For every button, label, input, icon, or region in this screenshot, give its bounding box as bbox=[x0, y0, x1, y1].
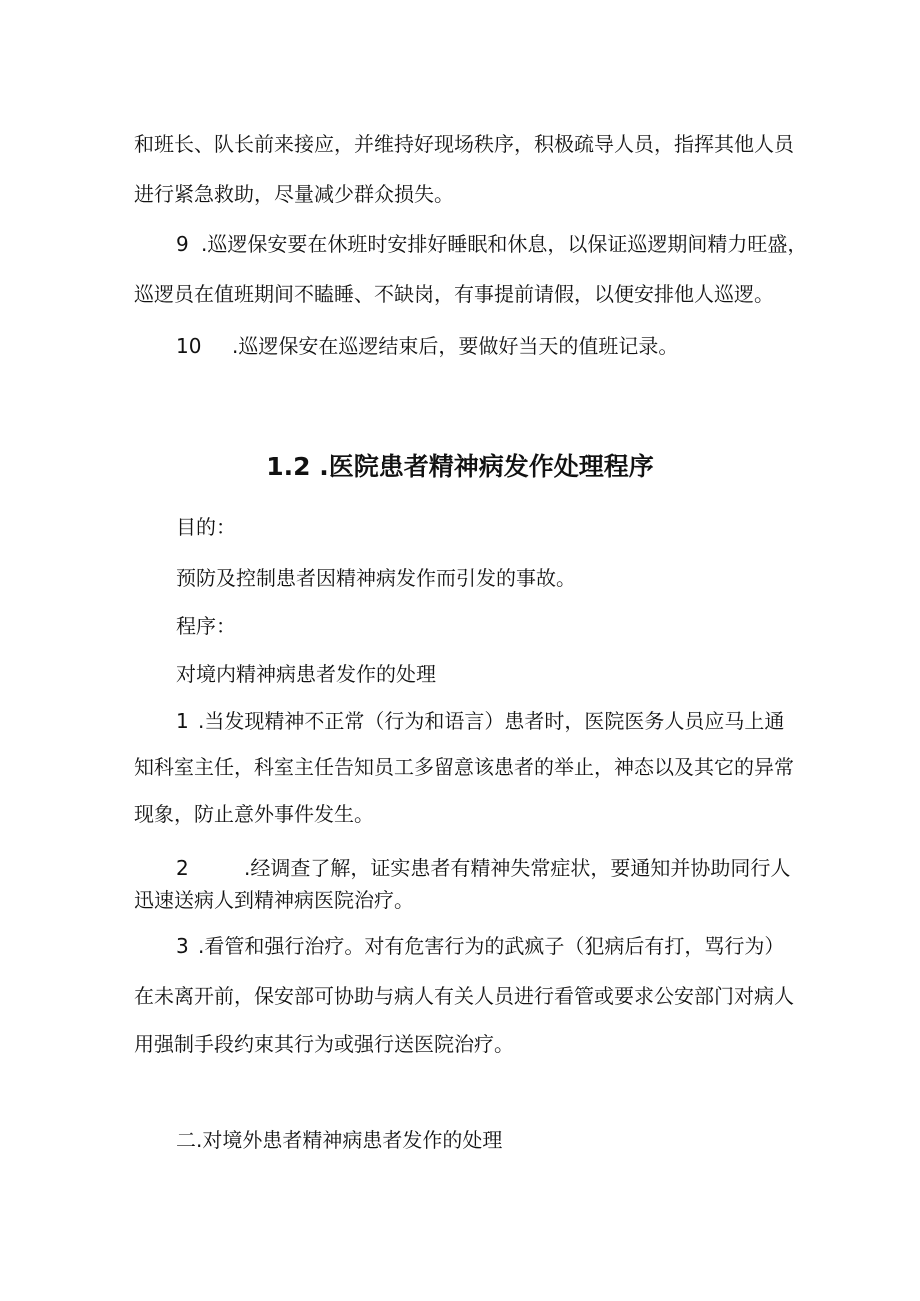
step-number: 2 bbox=[176, 856, 189, 880]
paragraph-line: 进行紧急救助，尽量减少群众损失。 bbox=[134, 182, 454, 206]
purpose-label: 目的： bbox=[176, 515, 236, 539]
section-title-text: .医院患者精神病发作处理程序 bbox=[319, 452, 654, 481]
procedure-label: 程序： bbox=[176, 614, 236, 638]
subheading-overseas: 二.对境外患者精神病患者发作的处理 bbox=[176, 1128, 503, 1152]
paragraph-line: 迅速送病人到精神病医院治疗。 bbox=[134, 888, 414, 912]
paragraph-line: 现象，防止意外事件发生。 bbox=[134, 802, 374, 826]
step-text: .经调查了解，证实患者有精神失常症状，要通知并协助同行人 bbox=[244, 856, 791, 880]
purpose-text: 预防及控制患者因精神病发作而引发的事故。 bbox=[176, 566, 576, 590]
step-text: .看管和强行治疗。对有危害行为的武疯子（犯病后有打，骂行为） bbox=[198, 934, 785, 958]
list-item-9 bbox=[176, 232, 807, 256]
step-number: 3 bbox=[176, 934, 189, 958]
paragraph-line: 巡逻员在值班期间不瞌睡、不缺岗，有事提前请假，以便安排他人巡逻。 bbox=[134, 282, 774, 306]
list-item-10 bbox=[176, 334, 678, 358]
paragraph-line: 在未离开前，保安部可协助与病人有关人员进行看管或要求公安部门对病人 bbox=[134, 984, 794, 1008]
subheading-domestic: 对境内精神病患者发作的处理 bbox=[176, 662, 436, 686]
section-title bbox=[0, 452, 920, 482]
section-number: 1.2 bbox=[266, 452, 311, 481]
list-number: 9 bbox=[176, 232, 189, 256]
paragraph-line: 用强制手段约束其行为或强行送医院治疗。 bbox=[134, 1032, 514, 1056]
step-2 bbox=[176, 856, 790, 880]
list-number: 10 bbox=[176, 334, 202, 358]
paragraph-line: 知科室主任，科室主任告知员工多留意该患者的举止，神态以及其它的异常 bbox=[134, 755, 794, 779]
step-number: 1 bbox=[176, 709, 189, 733]
step-1 bbox=[176, 709, 784, 733]
list-text: .巡逻保安要在休班时安排好睡眠和休息，以保证巡逻期间精力旺盛， bbox=[201, 232, 808, 256]
list-text: .巡逻保安在巡逻结束后，要做好当天的值班记录。 bbox=[232, 334, 679, 358]
paragraph-line: 和班长、队长前来接应，并维持好现场秩序，积极疏导人员，指挥其他人员 bbox=[134, 132, 794, 156]
step-3 bbox=[176, 934, 784, 958]
step-text: .当发现精神不正常（行为和语言）患者时，医院医务人员应马上通 bbox=[198, 709, 785, 733]
